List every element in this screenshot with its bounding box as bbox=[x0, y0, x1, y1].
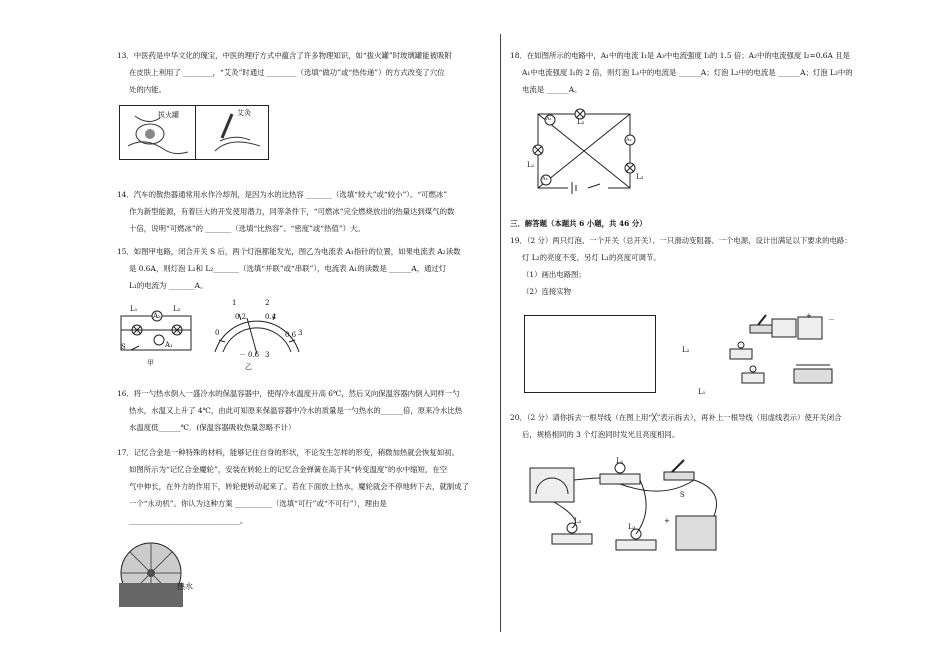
q16-line-3: 水温度低______℃．(保温容器吸收热量忽略不计） bbox=[129, 423, 296, 432]
q20-label-s: S bbox=[680, 491, 685, 499]
q15-meter-tick-06: 0.6 bbox=[285, 331, 297, 339]
q18-label-l3: L₃ bbox=[636, 173, 644, 181]
q16-line-2: 热水，水温又上升了 4℃，由此可知原来保温容器中冷水的质量是一勺热水的______倍，原来冷水比热 bbox=[129, 406, 463, 415]
q15-circuit-label-a1: A₁ bbox=[165, 341, 173, 349]
q15-caption-yi: 乙 bbox=[245, 363, 252, 371]
q18-line-2: A₁中电流强度 I₁的 2 倍，则灯泡 L₁中的电流是 ______A；灯泡 L₂中的电流是 ______A；灯泡 L₃中的 bbox=[522, 68, 853, 77]
q20-components-drawing bbox=[524, 450, 734, 560]
q19-label-l1: L₁ bbox=[698, 388, 706, 396]
q14-line-2: 作为新型能源，有着巨大的开发使用潜力，同等条件下，“可燃冰”完全燃烧放出的热量达到煤气的数 bbox=[129, 207, 455, 216]
q18-label-a2: A₂ bbox=[626, 137, 632, 143]
q14-line-1: 14．汽车的散热器通常用水作冷却剂，是因为水的比热容 _______（选填“较大”或“较小”）。“可燃冰” bbox=[117, 190, 448, 199]
q15-ammeter-dial bbox=[209, 299, 305, 358]
q18-label-a3: A₃ bbox=[542, 176, 548, 182]
q15-circuit-label-l1: L₁ bbox=[130, 305, 138, 313]
q17-line-3: 气中伸长，在外力的作用下，转轮便转动起来了。若在下面放上热水，魔轮就会不停地转下去，就制成了 bbox=[129, 482, 469, 491]
q15-circuit-label-s: S bbox=[121, 343, 126, 351]
q19-line-3: （1）画出电路图； bbox=[522, 270, 586, 279]
q13-line-3: 处的内能。 bbox=[129, 85, 166, 94]
q19-label-plus: + bbox=[806, 312, 812, 320]
q15-terminal-3: 3 bbox=[265, 351, 270, 359]
q18-line-1: 18．在如图所示的电路中，A₁中的电流 I₁是 A₃中电流强度 I₃的 1.5 倍；A₂中的电流强度 I₂=0.6A 且是 bbox=[510, 51, 850, 60]
q20-label-l2: L₂ bbox=[574, 517, 582, 525]
q18-label-l1: L₁ bbox=[527, 161, 535, 169]
q13-line-1: 13．中医药是中华文化的瑰宝，中医的理疗方式中蕴含了许多物理知识，如“拔火罐”时玻璃罐能被吸附 bbox=[117, 51, 452, 60]
q15-terminal-minus: － bbox=[239, 351, 246, 359]
q18-label-a1: A₁ bbox=[546, 116, 552, 122]
q19-label-minus: － bbox=[828, 316, 835, 324]
q13-line-2: 在皮肤上利用了 ________，“艾灸”时通过 ________（选填“做功”或“热传递”）的方式改变了穴位 bbox=[129, 68, 445, 77]
q14-line-3: 十倍，说明“可燃冰”的 _______（选填“比热容”、“密度”或“热值”）大。 bbox=[129, 224, 365, 233]
q13-figure bbox=[119, 105, 269, 160]
q17-line-4: 一个“永动机”。你认为这种方案 __________（选填“可行”或“不可行”），理由是 bbox=[129, 499, 387, 508]
q20-label-l1: L₁ bbox=[616, 457, 624, 465]
q18-label-l2: L₂ bbox=[577, 118, 585, 126]
q17-label-hot-water: 热水 bbox=[177, 582, 193, 591]
q15-line-2: 是 0.6A，则灯泡 L₁和 L₂_______（选填“并联”或“串联”），电流表 A₁的读数是 ______A，通过灯 bbox=[129, 264, 447, 273]
q20-line-2: 后，规格相同的 3 个灯泡同时发光且亮度相同。 bbox=[522, 430, 680, 439]
q17-memory-wheel-photo bbox=[117, 539, 187, 609]
q20-label-plus: + bbox=[664, 517, 670, 525]
q15-meter-tick-1: 1 bbox=[232, 299, 237, 307]
q19-label-l2: L₂ bbox=[682, 346, 690, 354]
q15-terminal-06: 0.6 bbox=[248, 351, 260, 359]
q15-caption-jia: 甲 bbox=[147, 359, 154, 367]
q19-line-2: 灯 L₂的亮度不变，另灯 L₁的亮度可调节。 bbox=[522, 253, 661, 262]
section-3-heading: 三．解答题（本题共 6 小题，共 46 分） bbox=[510, 219, 647, 228]
q15-circuit-label-l2: L₂ bbox=[173, 305, 181, 313]
column-divider bbox=[500, 34, 501, 632]
q15-meter-tick-0: 0 bbox=[215, 329, 220, 337]
q19-line-1: 19．（2 分）两只灯泡、一个开关（总开关）、一只滑动变阻器、一个电源，设计出满足以下要求的电路： bbox=[510, 236, 852, 245]
q17-line-5: ______________________________。 bbox=[129, 516, 248, 525]
q19-line-4: （2）连接实物 bbox=[522, 287, 572, 296]
q15-line-3: L₁的电流为 _______A。 bbox=[129, 281, 208, 290]
q15-line-1: 15．如图甲电路，闭合开关 S 后，两个灯泡都能发光，图乙为电流表 A₁指针的位置，如果电流表 A₂读数 bbox=[117, 247, 461, 256]
q15-circuit-diagram bbox=[117, 300, 197, 358]
q13-label-moxibustion: 艾灸 bbox=[237, 109, 251, 117]
q17-line-2: 如图所示为“记忆合金魔轮”，安装在转轮上的记忆合金弹簧在高于其“转变温度”的水中缩短，在空 bbox=[129, 465, 448, 474]
q15-meter-tick-02: 0.2 bbox=[235, 313, 247, 321]
q15-circuit-label-a2: A₂ bbox=[153, 312, 161, 320]
q15-meter-tick-04: 0.4 bbox=[265, 313, 277, 321]
q17-line-1: 17．记忆合金是一种特殊的材料，能够记住自身的形状，不论发生怎样的形变，稍微加热就会恢复如初。 bbox=[117, 448, 459, 457]
q15-meter-tick-2: 2 bbox=[265, 299, 270, 307]
q20-line-1: 20．（2 分）请你拆去一根导线（在图上用“╳”表示拆去），再补上一根导线（用虚线表示）使开关闭合 bbox=[510, 413, 842, 422]
q15-meter-tick-3: 3 bbox=[298, 329, 303, 337]
q20-label-l3: L₃ bbox=[628, 523, 636, 531]
q16-line-1: 16．将一勺热水倒入一盛冷水的保温容器中，使得冷水温度升高 6℃，然后又向保温容器内倒入同样一勺 bbox=[117, 389, 460, 398]
q13-label-cupping: 拔火罐 bbox=[158, 111, 179, 119]
q19-drawing-box bbox=[524, 315, 656, 393]
q18-line-3: 电流是 ______A。 bbox=[522, 85, 582, 94]
